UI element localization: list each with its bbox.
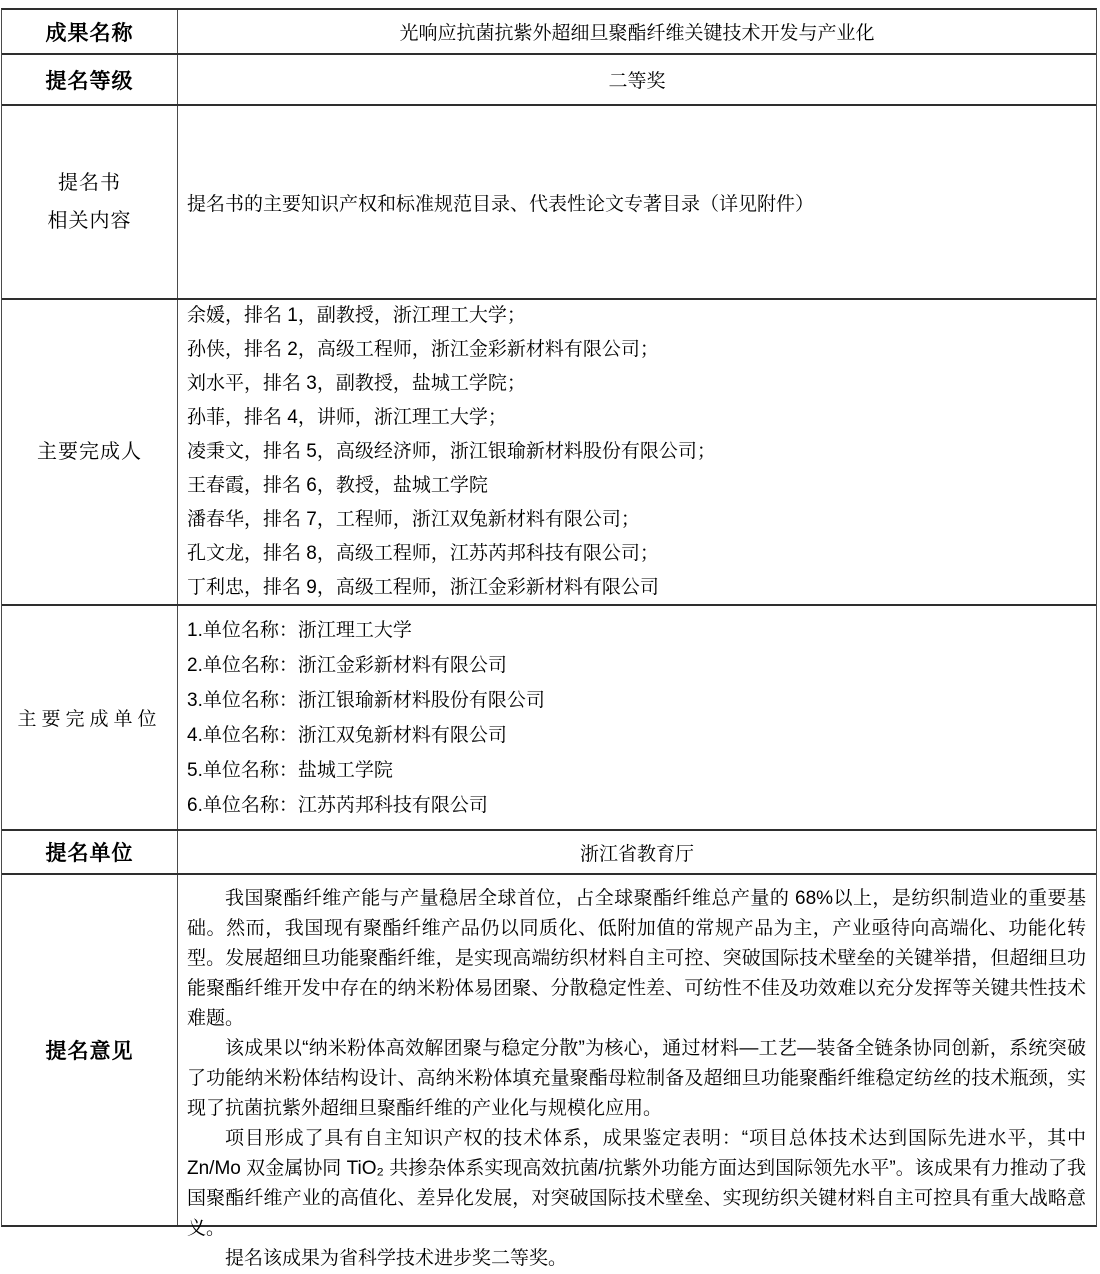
nomination-book-value: 提名书的主要知识产权和标准规范目录、代表性论文专著目录（详见附件） bbox=[187, 193, 815, 215]
nominator-label: 提名单位 bbox=[2, 831, 178, 873]
unit-line: 1.单位名称：浙江理工大学 bbox=[187, 619, 412, 641]
nominator-value: 浙江省教育厅 bbox=[579, 843, 694, 865]
completer-line: 凌秉文，排名 5，高级经济师，浙江银瑜新材料股份有限公司； bbox=[187, 441, 716, 462]
units-label: 主要完成单位 bbox=[2, 606, 178, 829]
table-row bbox=[2, 10, 1096, 55]
opinion-paragraphs bbox=[178, 875, 1096, 1269]
nomination-book-label-line2: 相关内容 bbox=[47, 210, 132, 232]
unit-line: 3.单位名称：浙江银瑜新材料股份有限公司 bbox=[187, 689, 545, 711]
opinion-paragraph: 提名该成果为省科学技术进步奖二等奖。 bbox=[225, 1248, 568, 1269]
opinion-paragraph: 项目形成了具有自主知识产权的技术体系，成果鉴定表明：“项目总体技术达到国际先进水平，其中 Zn/Mo 双金属协同 TiO₂ 共掺杂体系实现高效抗菌/抗紫外功能方面达到国际领先水平”。该成果有力推动了我国聚酯纤维产业的高值化、差异化发展，对突破国际技术壁垒、实现纺织关键材料自主可控具有重大战略意义。 bbox=[187, 1128, 1086, 1239]
completer-line: 孙侠，排名 2，高级工程师，浙江金彩新材料有限公司； bbox=[187, 339, 659, 360]
table-row bbox=[2, 606, 1096, 831]
completer-line: 丁利忠，排名 9，高级工程师，浙江金彩新材料有限公司 bbox=[187, 577, 659, 598]
completer-line: 余媛，排名 1，副教授，浙江理工大学； bbox=[187, 305, 526, 326]
opinion-paragraph: 该成果以“纳米粉体高效解团聚与稳定分散”为核心，通过材料—工艺—装备全链条协同创新，系统突破了功能纳米粉体结构设计、高纳米粉体填充量聚酯母粒制备及超细旦功能聚酯纤维稳定纺丝的技术瓶颈，实现了抗菌抗紫外超细旦聚酯纤维的产业化与规模化应用。 bbox=[187, 1038, 1086, 1119]
unit-line: 5.单位名称：盐城工学院 bbox=[187, 759, 393, 781]
completer-line: 孙菲，排名 4，讲师，浙江理工大学； bbox=[187, 407, 507, 428]
nomination-form-table bbox=[1, 8, 1097, 1269]
achievement-name-label: 成果名称 bbox=[2, 10, 178, 53]
table-row bbox=[2, 55, 1096, 106]
table-row bbox=[2, 831, 1096, 875]
achievement-name-value: 光响应抗菌抗紫外超细旦聚酯纤维关键技术开发与产业化 bbox=[399, 23, 875, 44]
completers-list bbox=[178, 300, 1096, 604]
completer-line: 王春霞，排名 6，教授，盐城工学院 bbox=[187, 475, 488, 496]
table-row bbox=[2, 875, 1096, 1269]
nomination-grade-value: 二等奖 bbox=[608, 71, 666, 92]
opinion-label: 提名意见 bbox=[2, 875, 178, 1225]
opinion-paragraph: 我国聚酯纤维产能与产量稳居全球首位，占全球聚酯纤维总产量的 68%以上，是纺织制造业的重要基础。然而，我国现有聚酯纤维产品仍以同质化、低附加值的常规产品为主，产业亟待向高端化、功能化转型。发展超细旦功能聚酯纤维，是实现高端纺织材料自主可控、突破国际技术壁垒的关键举措，但超细旦功能聚酯纤维开发中存在的纳米粉体易团聚、分散稳定性差、可纺性不佳及功效难以充分发挥等关键共性技术难题。 bbox=[187, 888, 1086, 1029]
nomination-book-label bbox=[2, 106, 178, 298]
unit-line: 6.单位名称：江苏芮邦科技有限公司 bbox=[187, 794, 488, 816]
completer-line: 孔文龙，排名 8，高级工程师，江苏芮邦科技有限公司； bbox=[187, 543, 659, 564]
table-row bbox=[2, 106, 1096, 300]
completer-line: 刘水平，排名 3，副教授，盐城工学院； bbox=[187, 373, 526, 394]
table-row bbox=[2, 300, 1096, 606]
nomination-grade-label: 提名等级 bbox=[2, 55, 178, 104]
completers-label: 主要完成人 bbox=[2, 300, 178, 604]
units-list bbox=[178, 606, 1096, 829]
unit-line: 2.单位名称：浙江金彩新材料有限公司 bbox=[187, 654, 507, 676]
nomination-book-label-line1: 提名书 bbox=[58, 172, 121, 194]
completer-line: 潘春华，排名 7，工程师，浙江双兔新材料有限公司； bbox=[187, 509, 640, 530]
unit-line: 4.单位名称：浙江双兔新材料有限公司 bbox=[187, 724, 507, 746]
